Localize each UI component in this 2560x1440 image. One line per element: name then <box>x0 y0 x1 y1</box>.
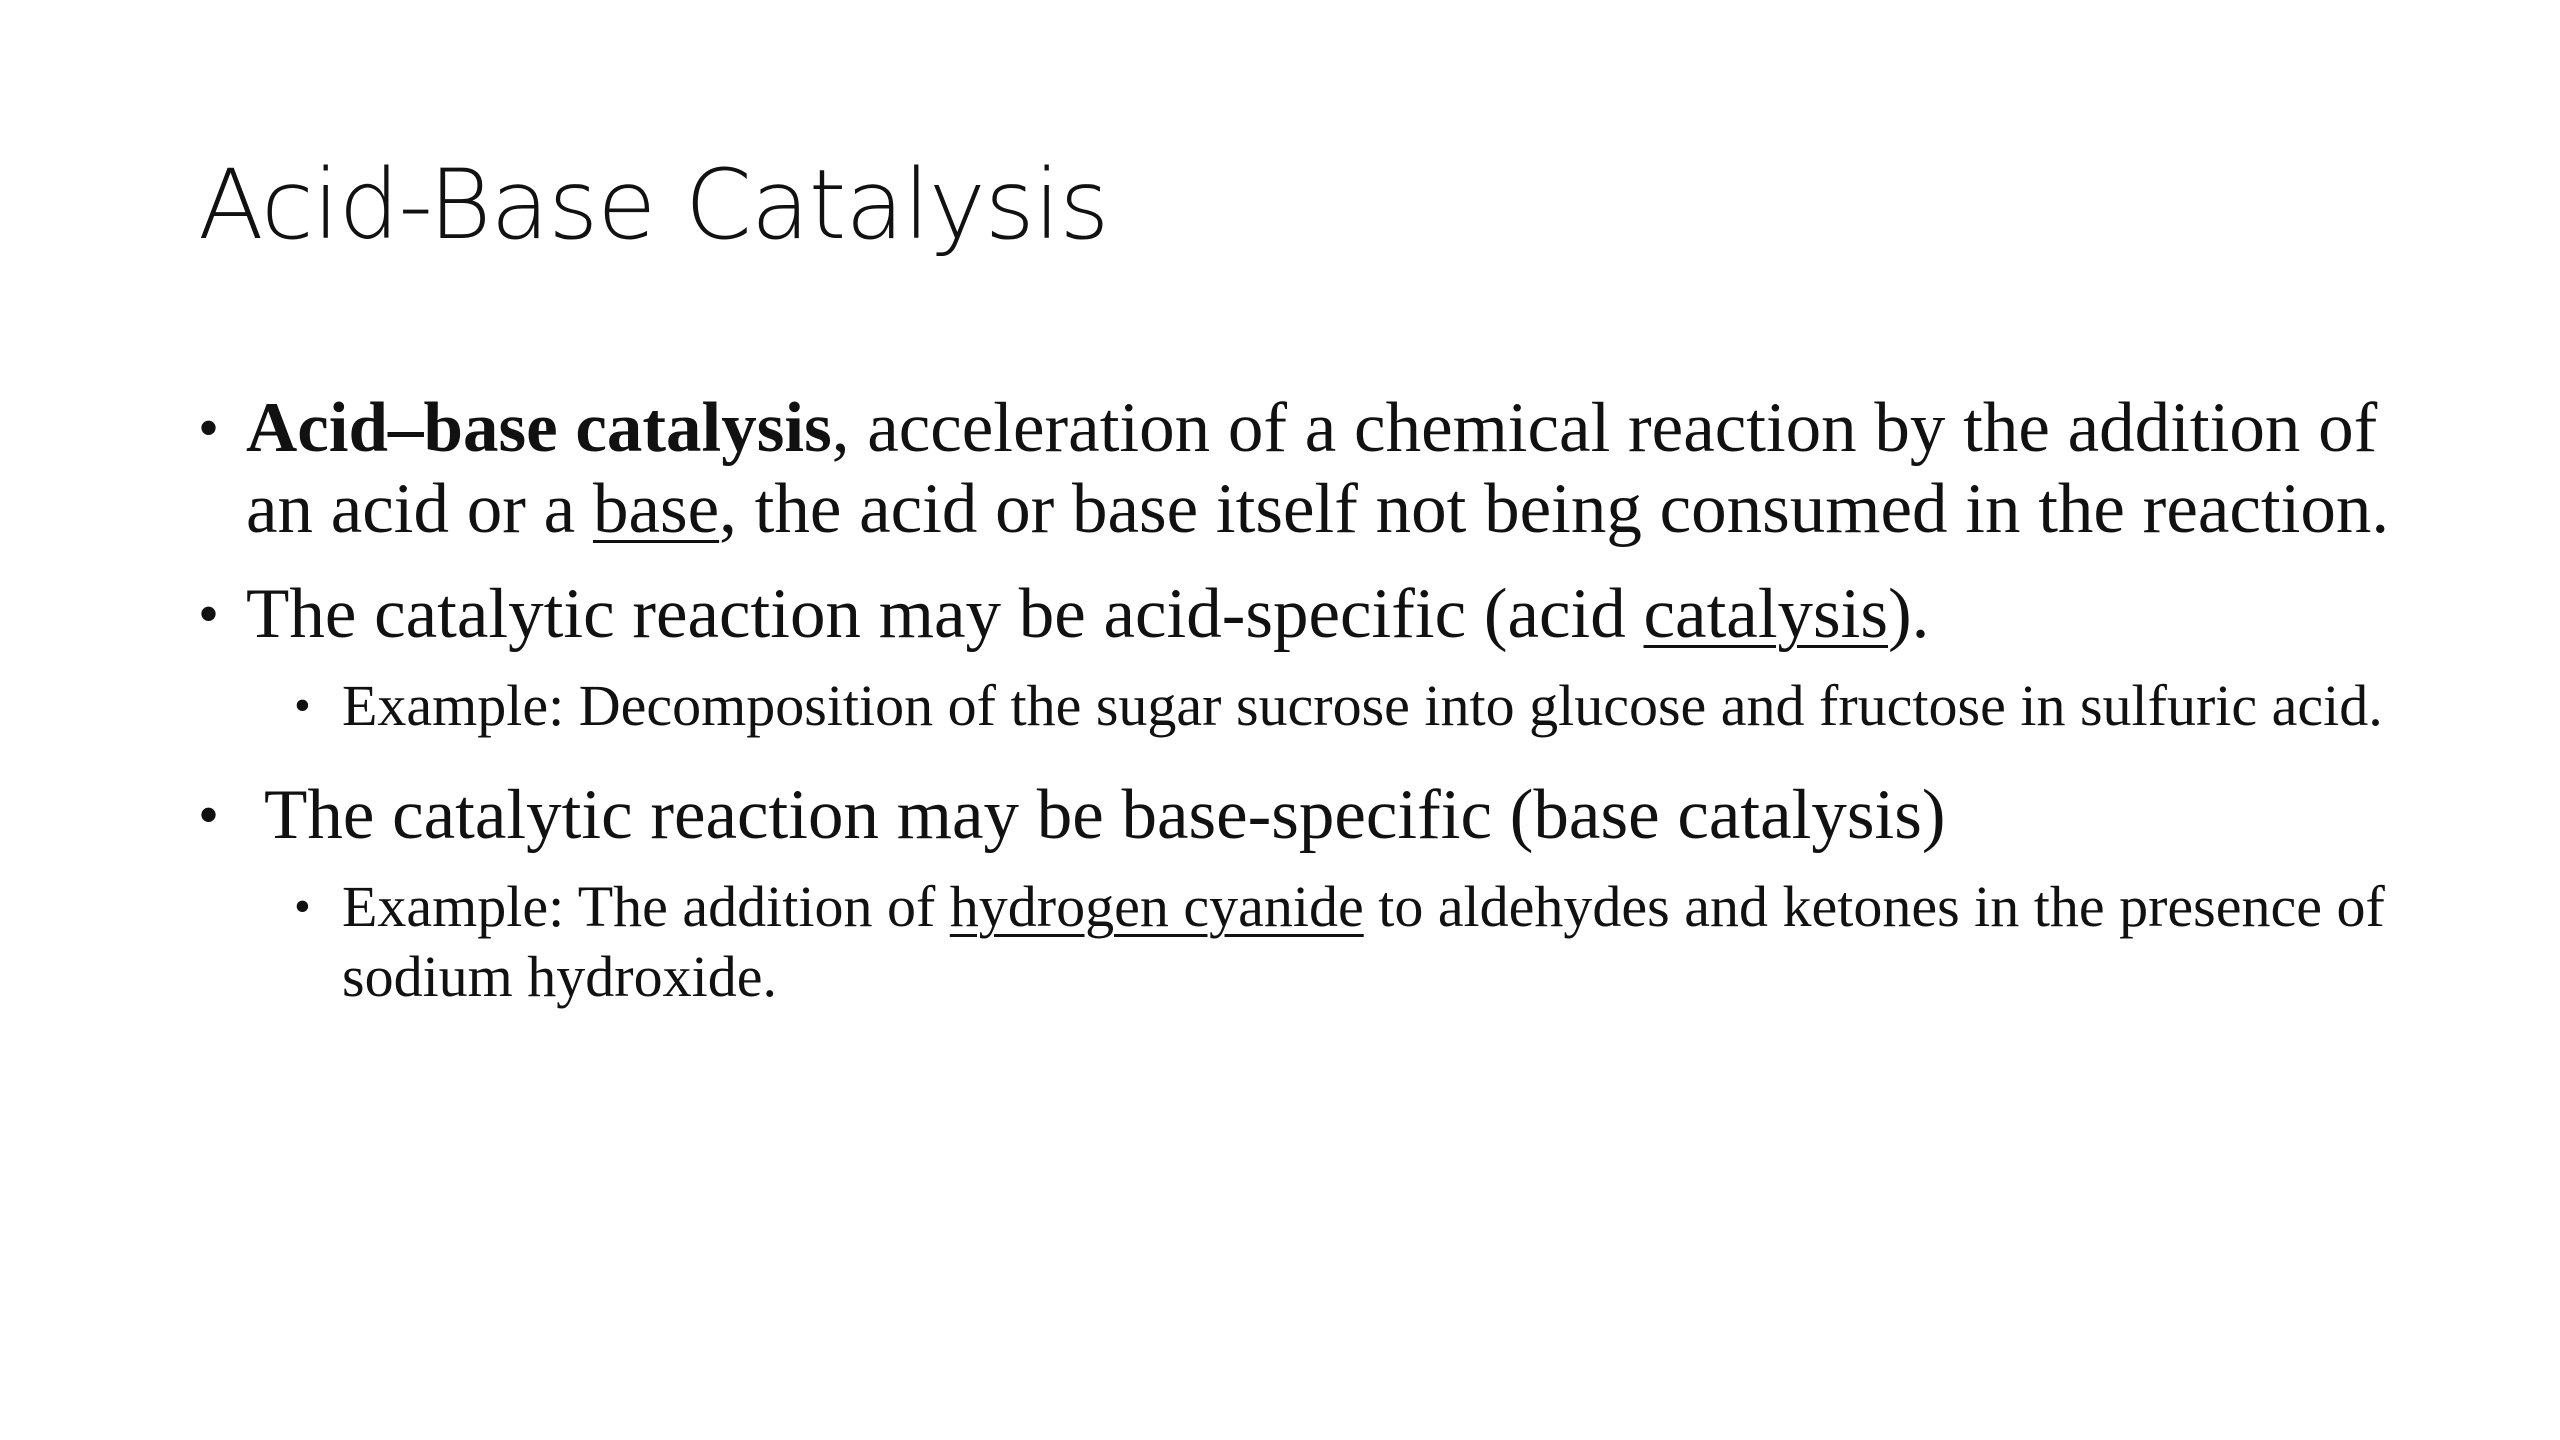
sub-bullet-text: to aldehydes and ketones in the presence of sodium hydroxide. <box>342 874 2385 1009</box>
bullet-text: ). <box>1888 575 1930 653</box>
bullet-base-specific <box>198 775 2438 856</box>
link-base[interactable]: base <box>592 470 720 548</box>
bullet-icon: • <box>294 679 311 732</box>
sub-bullet-base-example <box>198 872 2438 1012</box>
slide-title: Acid-Base Catalysis <box>198 149 1109 261</box>
bullet-icon: • <box>198 395 220 461</box>
link-hydrogen-cyanide[interactable]: hydrogen cyanide <box>949 874 1364 939</box>
term-acid-base-catalysis: Acid–base catalysis <box>246 389 832 467</box>
bullet-acid-base-definition <box>198 388 2438 550</box>
bullet-icon: • <box>198 581 220 647</box>
bullet-text: The catalytic reaction may be acid-specific (acid <box>246 575 1644 653</box>
bullet-text: , the acid or base itself not being consumed in the reaction. <box>719 470 2390 548</box>
bullet-acid-specific <box>198 574 2438 655</box>
sub-bullet-text: Example: The addition of <box>342 874 950 939</box>
bullet-text: , acceleration of a chemical reaction by the addition of an acid or a <box>246 389 2378 548</box>
bullet-icon: • <box>294 880 311 933</box>
link-catalysis[interactable]: catalysis <box>1643 575 1889 653</box>
sub-bullet-acid-example <box>198 671 2438 741</box>
sub-bullet-text: Example: Decomposition of the sugar sucrose into glucose and fructose in sulfuric acid. <box>342 673 2383 738</box>
slide-body <box>198 388 2438 1046</box>
bullet-icon: • <box>198 782 220 848</box>
bullet-text: The catalytic reaction may be base-specific (base catalysis) <box>264 776 1946 854</box>
